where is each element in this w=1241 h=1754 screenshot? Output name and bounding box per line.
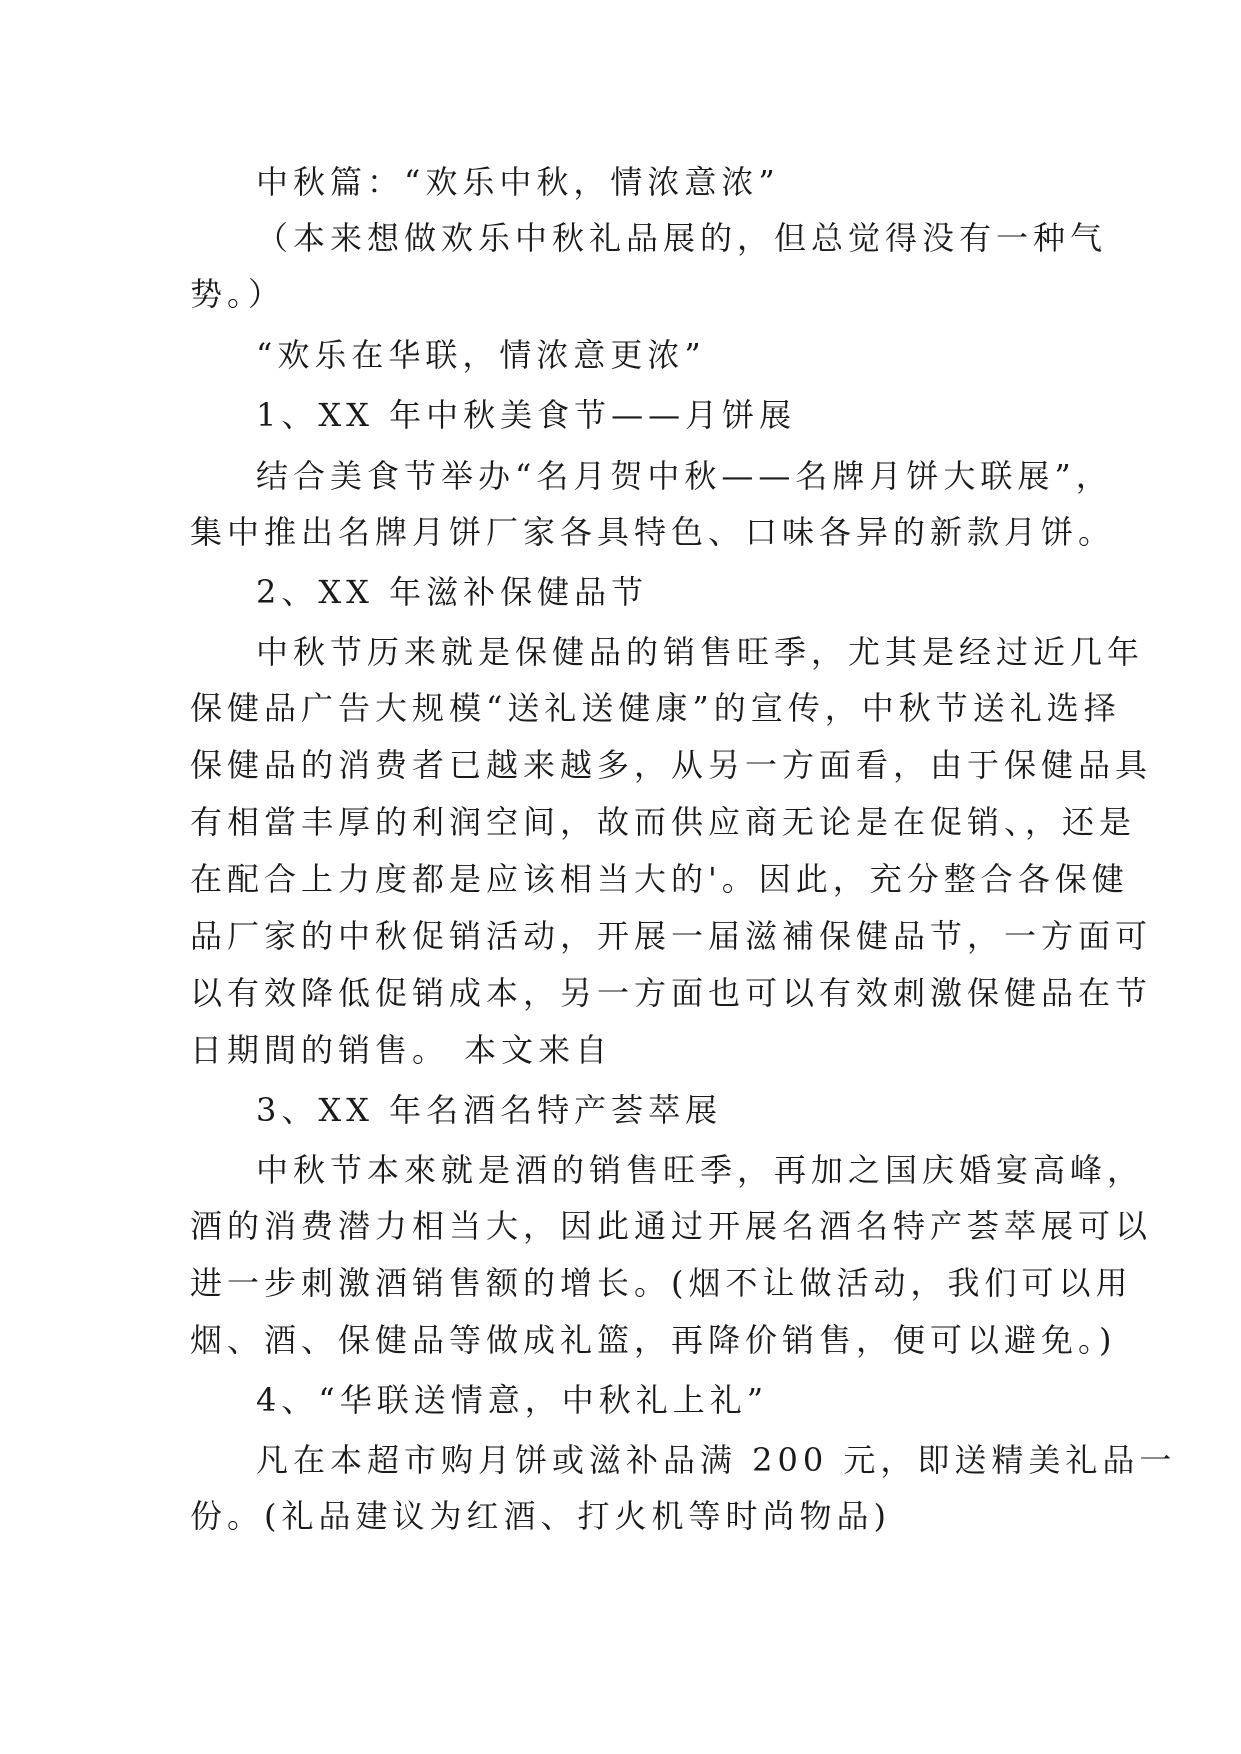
paragraph-line: 保健品广告大规模“送礼送健康”的宣传，中秋节送礼选择 [190,689,1121,727]
paragraph-line: 进一步刺激酒销售额的增长。(烟不让做活动，我们可以用 [190,1264,1133,1302]
paragraph-line: 保健品的消费者已越来越多，从另一方面看，由于保健品具 [190,746,1153,784]
paragraph-line: 品厂家的中秋促销活动，开展一届滋補保健品节，一方面可 [190,917,1153,955]
paragraph-line: 结合美食节举办“名月贺中秋——名牌月饼大联展”， [256,457,1113,495]
paragraph-line: 烟、酒、保健品等做成礼篮，再降价销售，便可以避免。) [190,1321,1117,1359]
paragraph-line: 凡在本超市购月饼或滋补品满 200 元，即送精美礼品一 [256,1441,1177,1479]
paragraph-line: 在配合上力度都是应该相当大的'。因此，充分整合各保健 [190,860,1129,898]
paragraph-line: 日期間的销售。 本文来自 [190,1031,613,1069]
item-heading: 4、“华联送情意，中秋礼上礼” [256,1381,769,1419]
paragraph-line: 酒的消费潜力相当大，因此通过开展名酒名特产荟萃展可以 [190,1207,1153,1245]
item-heading: 2、XX 年滋补保健品节 [256,573,649,611]
paragraph-line: 中秋节本來就是酒的销售旺季，再加之国庆婚宴高峰， [256,1151,1145,1189]
paragraph-line: 份。(礼品建议为红酒、打火机等时尚物品) [190,1497,891,1535]
paragraph-line: 有相當丰厚的利润空间，故而供应商无论是在促销、，还是 [190,803,1137,841]
paragraph-line: 中秋节历来就是保健品的销售旺季，尤其是经过近几年 [256,633,1145,671]
section-heading: 中秋篇：“欢乐中秋，情浓意浓” [256,163,780,201]
item-heading: 1、XX 年中秋美食节——月饼展 [256,396,797,434]
paragraph-line: 势。） [190,275,286,313]
slogan-line: “欢乐在华联，情浓意更浓” [256,336,706,374]
item-heading: 3、XX 年名酒名特产荟萃展 [256,1091,723,1129]
paragraph-line: 集中推出名牌月饼厂家各具特色、口味各异的新款月饼。 [190,513,1116,551]
paragraph-line: 以有效降低促销成本，另一方面也可以有效刺激保健品在节 [190,974,1153,1012]
paragraph-line: （本来想做欢乐中秋礼品展的，但总觉得没有一种气 [256,219,1108,257]
